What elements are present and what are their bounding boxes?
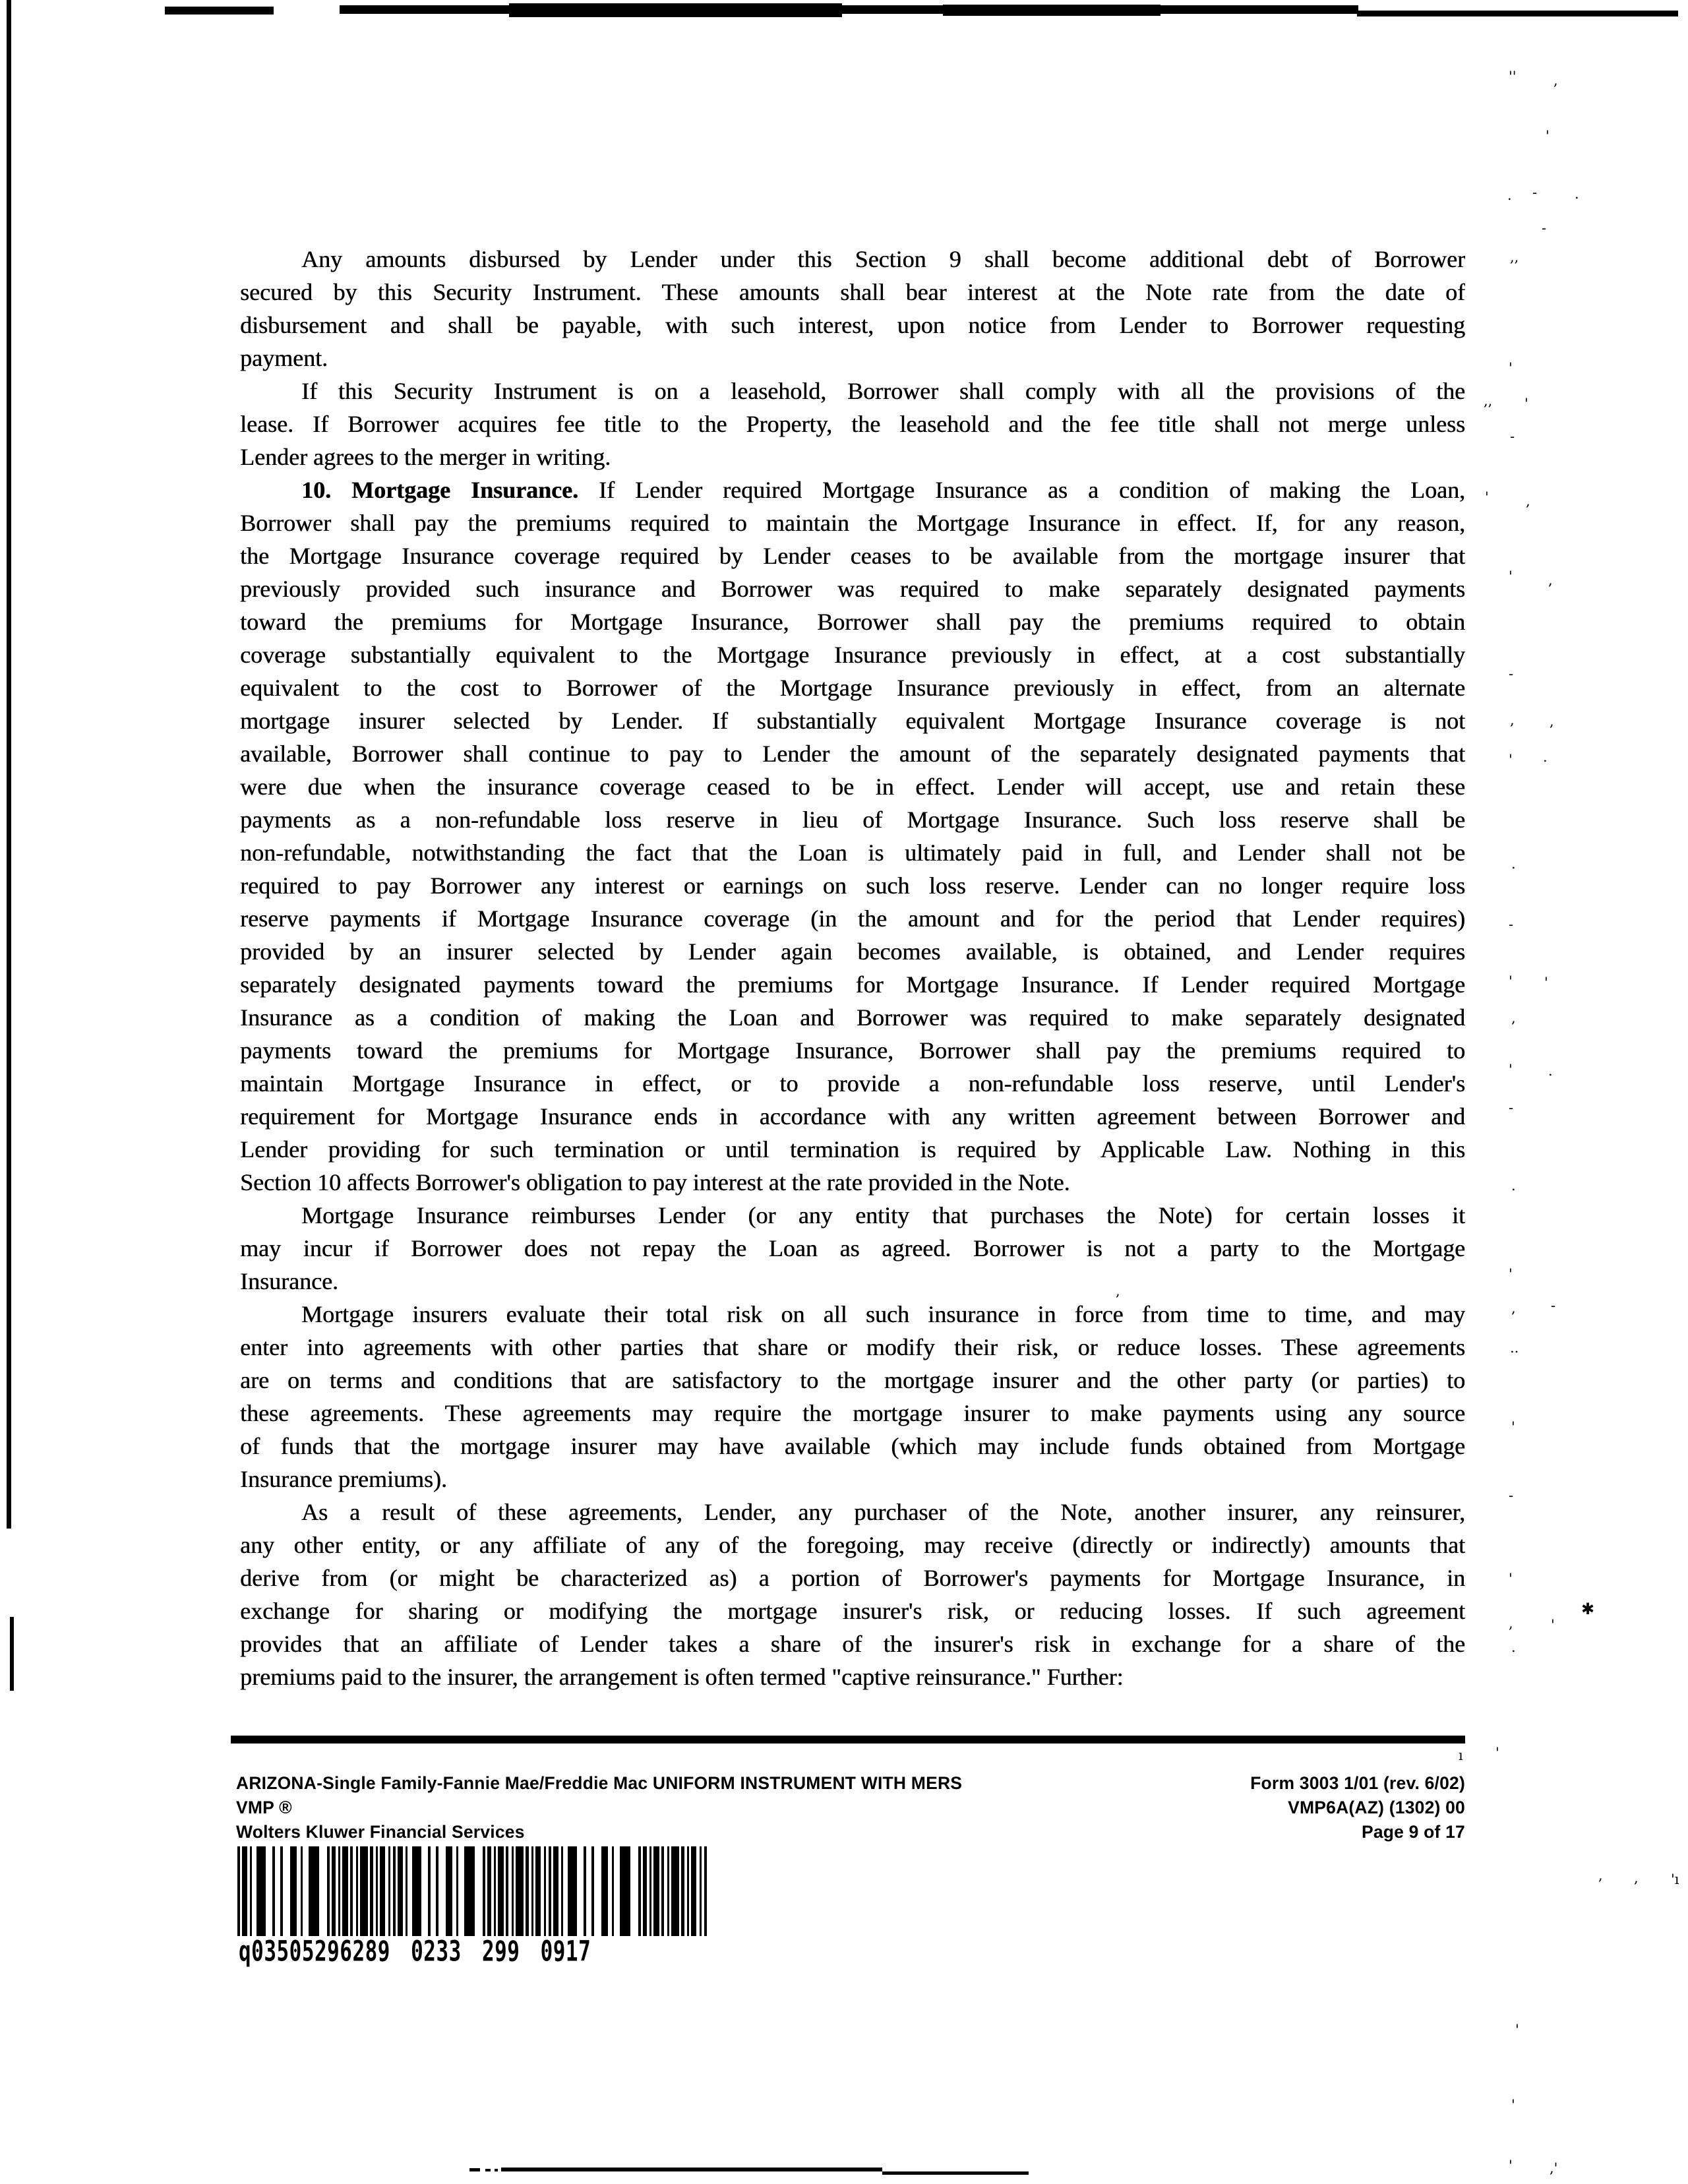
text-line: of funds that the mortgage insurer may have available (which may include funds obtained from Mortgage bbox=[240, 1433, 1465, 1459]
footer-vmp-label: VMP ® bbox=[236, 1798, 292, 1817]
barcode-bar bbox=[612, 1846, 614, 1936]
barcode-bar bbox=[428, 1846, 431, 1936]
barcode-bar bbox=[512, 1846, 514, 1936]
barcode-text: q03505296289 0233 299 0917 bbox=[239, 1935, 591, 1968]
text-line: Insurance. bbox=[240, 1268, 338, 1294]
scan-noise-speck: ' bbox=[1509, 973, 1513, 989]
barcode-bar bbox=[309, 1846, 319, 1936]
text-line: are on terms and conditions that are satisfactory to the mortgage insurer and the other party (or parties) to bbox=[240, 1367, 1465, 1393]
scan-noise-speck: - bbox=[1509, 1488, 1514, 1503]
footer-divider-line bbox=[231, 1736, 1465, 1744]
scan-noise-speck: . bbox=[1511, 856, 1516, 872]
barcode-bar bbox=[553, 1846, 558, 1936]
text-line: required to pay Borrower any interest or earnings on such loss reserve. Lender can no longer require loss bbox=[240, 872, 1465, 899]
scan-noise-speck: . bbox=[1507, 187, 1512, 203]
footer-vmp-code: VMP6A(AZ) (1302) 00 bbox=[1288, 1798, 1465, 1817]
barcode-bar bbox=[301, 1846, 303, 1936]
scan-bottom-line bbox=[501, 2168, 882, 2171]
text-line: provides that an affiliate of Lender takes a share of the insurer's risk in exchange for a share of the bbox=[240, 1631, 1465, 1657]
barcode-bar bbox=[638, 1846, 641, 1936]
footer-publisher-label: Wolters Kluwer Financial Services bbox=[236, 1822, 525, 1842]
barcode-bar bbox=[456, 1846, 458, 1936]
barcode-bar bbox=[356, 1846, 358, 1936]
text-line: the Mortgage Insurance coverage required by Lender ceases to be available from the mortgage insurer that bbox=[240, 543, 1465, 569]
text-line: coverage substantially equivalent to the Mortgage Insurance previously in effect, at a cost substantially bbox=[240, 642, 1465, 668]
scan-noise-speck: , bbox=[1511, 1300, 1516, 1316]
text-line: derive from (or might be characterized as) a portion of Borrower's payments for Mortgage Insurance, in bbox=[240, 1565, 1465, 1591]
scan-noise-speck: ' bbox=[1495, 1745, 1499, 1761]
scan-noise-speck: , bbox=[1116, 1283, 1120, 1299]
barcode-bar bbox=[398, 1846, 403, 1936]
text-line: separately designated payments toward the premiums for Mortgage Insurance. If Lender required Mortgage bbox=[240, 971, 1465, 998]
text-line: enter into agreements with other parties that share or modify their risk, or reduce losses. These agreements bbox=[240, 1334, 1465, 1360]
scan-noise-speck: ı bbox=[1459, 1747, 1463, 1763]
barcode-bar bbox=[544, 1846, 546, 1936]
scan-noise-speck: ,, bbox=[1484, 393, 1493, 409]
barcode-bar bbox=[290, 1846, 297, 1936]
scan-noise-speck: , bbox=[1553, 73, 1558, 88]
text-line: these agreements. These agreements may require the mortgage insurer to make payments using any source bbox=[240, 1400, 1465, 1426]
text-line: equivalent to the cost to Borrower of the Mortgage Insurance previously in effect, from an alternate bbox=[240, 675, 1465, 701]
scan-bottom-dash bbox=[495, 2169, 498, 2171]
text-line: payment. bbox=[240, 345, 328, 371]
scan-noise-speck: , bbox=[1598, 1867, 1603, 1883]
text-line: payments toward the premiums for Mortgage Insurance, Borrower shall pay the premiums required to bbox=[240, 1037, 1465, 1064]
scan-noise-speck: . bbox=[1511, 1178, 1516, 1194]
text-line: Lender agrees to the merger in writing. bbox=[240, 444, 611, 470]
footer-right-block bbox=[1055, 1771, 1465, 1844]
text-line: Section 10 affects Borrower's obligation to pay interest at the rate provided in the Note. bbox=[240, 1169, 1070, 1196]
barcode-bar bbox=[681, 1846, 684, 1936]
scan-noise-speck: - bbox=[1509, 917, 1514, 932]
barcode-bar bbox=[250, 1846, 252, 1936]
barcode-bar bbox=[653, 1846, 659, 1936]
text-line: previously provided such insurance and Borrower was required to make separately designated payments bbox=[240, 576, 1465, 602]
scan-left-edge-line bbox=[10, 1617, 14, 1691]
text-line: Lender providing for such termination or until termination is required by Applicable Law. Nothing in this bbox=[240, 1136, 1465, 1163]
barcode-bar bbox=[376, 1846, 378, 1936]
barcode-bar bbox=[487, 1846, 491, 1936]
barcode-bar bbox=[661, 1846, 664, 1936]
scan-noise-speck: , bbox=[1548, 572, 1553, 588]
barcode-bar bbox=[342, 1846, 348, 1936]
scan-noise-speck: ' bbox=[1515, 2022, 1519, 2038]
scan-noise-speck: - bbox=[1510, 429, 1515, 444]
barcode-bar bbox=[561, 1846, 563, 1936]
text-line: toward the premiums for Mortgage Insurance, Borrower shall pay the premiums required to obtain bbox=[240, 609, 1465, 635]
barcode bbox=[237, 1846, 717, 1936]
section-heading: 10. Mortgage Insurance. bbox=[301, 477, 579, 503]
scan-noise-speck: ' bbox=[1551, 1617, 1555, 1633]
scan-noise-speck: .. bbox=[1510, 1340, 1519, 1356]
barcode-bar bbox=[601, 1846, 608, 1936]
barcode-bar bbox=[671, 1846, 679, 1936]
barcode-bar bbox=[237, 1846, 240, 1936]
barcode-bar bbox=[464, 1846, 475, 1936]
barcode-bar bbox=[498, 1846, 504, 1936]
scan-noise-speck: - bbox=[1509, 666, 1514, 682]
barcode-bar bbox=[436, 1846, 438, 1936]
scan-top-line-blob bbox=[943, 5, 1160, 16]
barcode-bar bbox=[620, 1846, 630, 1936]
text-line: any other entity, or any affiliate of any of the foregoing, may receive (directly or indirectly) amounts that bbox=[240, 1532, 1465, 1558]
scan-noise-speck: . bbox=[1575, 186, 1579, 202]
scan-bottom-line bbox=[882, 2171, 1029, 2175]
scan-noise-speck: , bbox=[1634, 1870, 1639, 1886]
barcode-bar bbox=[483, 1846, 485, 1936]
barcode-bar bbox=[338, 1846, 340, 1936]
barcode-bar bbox=[256, 1846, 266, 1936]
barcode-bar bbox=[591, 1846, 594, 1936]
text-line: reserve payments if Mortgage Insurance coverage (in the amount and for the period that Lender requires) bbox=[240, 905, 1465, 932]
scan-noise-speck: - bbox=[1532, 185, 1538, 200]
barcode-bar bbox=[380, 1846, 385, 1936]
scan-noise-speck: - bbox=[1509, 1100, 1514, 1116]
barcode-bar bbox=[568, 1846, 577, 1936]
barcode-bar bbox=[350, 1846, 353, 1936]
barcode-bar bbox=[700, 1846, 702, 1936]
barcode-bar bbox=[393, 1846, 396, 1936]
text-line: available, Borrower shall continue to pay to Lender the amount of the separately designated payments that bbox=[240, 741, 1465, 767]
text-line: may incur if Borrower does not repay the Loan as agreed. Borrower is not a party to the Mortgage bbox=[240, 1235, 1465, 1261]
text-line: disbursement and shall be payable, with such interest, upon notice from Lender to Borrower requesting bbox=[240, 312, 1465, 338]
scan-top-line-right bbox=[1357, 11, 1678, 16]
text-line: Insurance as a condition of making the Loan and Borrower was required to make separately designated bbox=[240, 1004, 1465, 1031]
scan-noise-speck: ,, bbox=[1510, 249, 1519, 265]
barcode-bar bbox=[360, 1846, 368, 1936]
barcode-bar bbox=[667, 1846, 669, 1936]
scan-noise-speck: ' bbox=[1511, 2097, 1515, 2113]
scan-noise-speck: , bbox=[1510, 712, 1515, 728]
barcode-bar bbox=[535, 1846, 541, 1936]
scan-noise-speck: ' bbox=[1509, 568, 1513, 584]
barcode-bar bbox=[549, 1846, 551, 1936]
scan-bottom-dash bbox=[485, 2169, 491, 2171]
text-line: Mortgage Insurance reimburses Lender (or any entity that purchases the Note) for certain losses it bbox=[301, 1202, 1465, 1228]
barcode-bar bbox=[526, 1846, 529, 1936]
barcode-bar bbox=[584, 1846, 586, 1936]
barcode-bar bbox=[412, 1846, 421, 1936]
text-line: Any amounts disbursed by Lender under this Section 9 shall become additional debt of Borrower bbox=[301, 246, 1465, 272]
barcode-bar bbox=[691, 1846, 696, 1936]
scan-bottom-dash bbox=[469, 2168, 480, 2171]
scan-noise-speck: ' bbox=[1511, 1419, 1515, 1435]
scan-top-line-blob bbox=[509, 3, 842, 17]
text-line: As a result of these agreements, Lender, any purchaser of the Note, another insurer, any reinsurer, bbox=[301, 1499, 1465, 1525]
text-line: If this Security Instrument is on a leasehold, Borrower shall comply with all the provisions of the bbox=[301, 378, 1465, 404]
scan-noise-speck: ' bbox=[1546, 128, 1550, 144]
barcode-bar bbox=[332, 1846, 336, 1936]
scan-noise-speck: ' bbox=[1509, 2158, 1513, 2173]
scan-noise-speck: ' bbox=[1509, 1571, 1513, 1587]
barcode-bar bbox=[516, 1846, 524, 1936]
text-line: 10. Mortgage Insurance. If Lender required Mortgage Insurance as a condition of making the Loan, bbox=[301, 477, 1465, 503]
scan-noise-speck: ' bbox=[1524, 396, 1528, 411]
scan-noise-speck: , bbox=[1550, 713, 1554, 729]
barcode-bar bbox=[494, 1846, 496, 1936]
footer-instrument-label: ARIZONA-Single Family-Fannie Mae/Freddie Mac UNIFORM INSTRUMENT WITH MERS bbox=[236, 1773, 963, 1793]
scan-noise-speck: ' bbox=[1509, 360, 1513, 376]
scan-noise-speck: . bbox=[1548, 1063, 1553, 1079]
text-line: exchange for sharing or modifying the mortgage insurer's risk, or reducing losses. If such agreement bbox=[240, 1598, 1465, 1624]
scan-noise-speck: . bbox=[1511, 1639, 1516, 1655]
barcode-bar bbox=[280, 1846, 283, 1936]
text-line: were due when the insurance coverage ceased to be in effect. Lender will accept, use and retain these bbox=[240, 774, 1465, 800]
barcode-bar bbox=[687, 1846, 689, 1936]
scan-noise-speck: , bbox=[1526, 493, 1530, 509]
text-line: requirement for Mortgage Insurance ends in accordance with any written agreement between Borrower and bbox=[240, 1103, 1465, 1130]
barcode-bar bbox=[327, 1846, 330, 1936]
barcode-bar bbox=[242, 1846, 247, 1936]
barcode-bar bbox=[649, 1846, 651, 1936]
barcode-bar bbox=[643, 1846, 647, 1936]
barcode-bar bbox=[506, 1846, 508, 1936]
text-line: secured by this Security Instrument. These amounts shall bear interest at the Note rate from the date of bbox=[240, 279, 1465, 305]
scan-top-line-short bbox=[165, 7, 274, 15]
scan-noise-speck: , bbox=[1509, 1616, 1513, 1631]
scan-noise-speck: - bbox=[1551, 1298, 1556, 1314]
barcode-bar bbox=[531, 1846, 533, 1936]
footer-form-number: Form 3003 1/01 (rev. 6/02) bbox=[1250, 1773, 1465, 1793]
scan-noise-speck: , bbox=[1511, 1010, 1516, 1026]
scan-noise-speck: ' bbox=[1485, 489, 1489, 505]
scan-noise-speck: ,' bbox=[1550, 2160, 1558, 2176]
barcode-bar bbox=[406, 1846, 407, 1936]
footer-page-number: Page 9 of 17 bbox=[1361, 1822, 1465, 1842]
text-line: non-refundable, notwithstanding the fact that the Loan is ultimately paid in full, and Lender shall not be bbox=[240, 839, 1465, 866]
barcode-bar bbox=[704, 1846, 707, 1936]
text-line: mortgage insurer selected by Lender. If substantially equivalent Mortgage Insurance coverage is not bbox=[240, 708, 1465, 734]
scan-noise-speck: ' bbox=[1509, 1062, 1513, 1077]
text-line: Mortgage insurers evaluate their total risk on all such insurance in force from time to time, and may bbox=[301, 1301, 1465, 1327]
barcode-bar bbox=[272, 1846, 275, 1936]
barcode-bar bbox=[388, 1846, 390, 1936]
footer-left-block bbox=[236, 1771, 962, 1844]
scan-noise-speck: ' bbox=[1509, 1266, 1513, 1282]
scan-noise-speck: '' bbox=[1509, 69, 1517, 84]
text-line: Borrower shall pay the premiums required to maintain the Mortgage Insurance in effect. If, for any reason, bbox=[240, 510, 1465, 536]
scan-noise-speck: ✱ bbox=[1581, 1600, 1595, 1618]
text-line: lease. If Borrower acquires fee title to the Property, the leasehold and the fee title shall not merge unless bbox=[240, 411, 1465, 437]
text-line: payments as a non-refundable loss reserve in lieu of Mortgage Insurance. Such loss reserve shall be bbox=[240, 806, 1465, 833]
text-line: premiums paid to the insurer, the arrangement is often termed "captive reinsurance." Further: bbox=[240, 1664, 1124, 1690]
barcode-bar bbox=[370, 1846, 373, 1936]
scan-noise-speck: - bbox=[1542, 220, 1547, 236]
scan-top-line-long bbox=[340, 5, 1358, 14]
scan-left-edge-line bbox=[7, 0, 11, 1529]
text-line: maintain Mortgage Insurance in effect, or to provide a non-refundable loss reserve, until Lender's bbox=[240, 1070, 1465, 1097]
barcode-bar bbox=[446, 1846, 452, 1936]
scan-noise-speck: . bbox=[1543, 749, 1548, 765]
scan-noise-speck: 'ı bbox=[1671, 1871, 1679, 1887]
text-line: provided by an insurer selected by Lender again becomes available, is obtained, and Lender requires bbox=[240, 938, 1465, 965]
scan-noise-speck: ' bbox=[1544, 975, 1548, 990]
scan-noise-speck: ' bbox=[1509, 752, 1513, 768]
document-body bbox=[240, 243, 1465, 1693]
text-line: Insurance premiums). bbox=[240, 1466, 447, 1492]
